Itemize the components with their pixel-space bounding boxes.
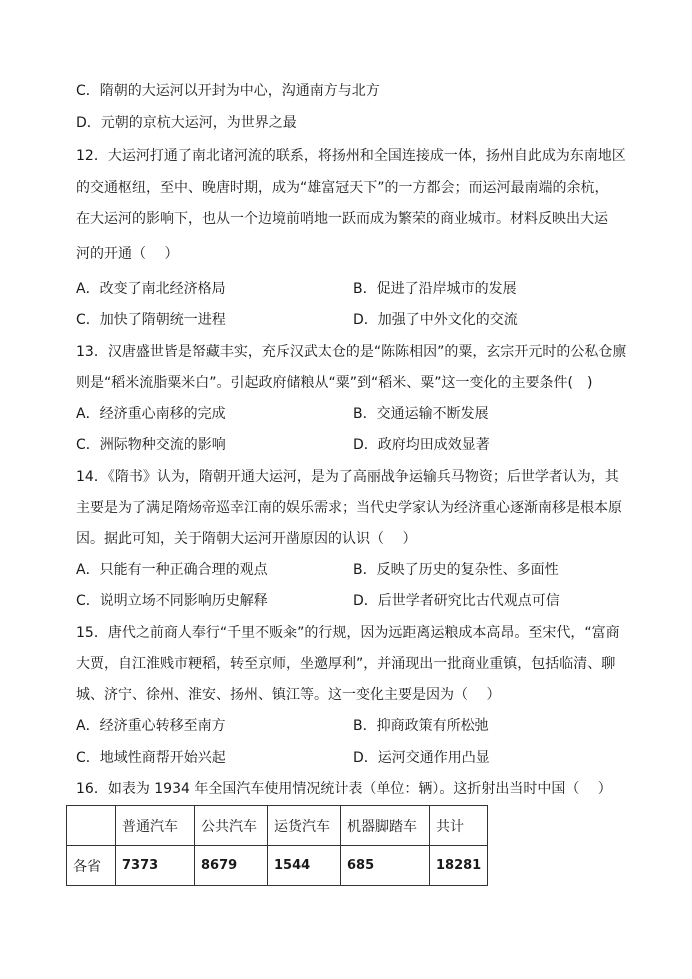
q15-option-a: A．经济重心转移至南方 [76,718,226,734]
q13-option-a: A．经济重心南移的完成 [76,406,226,422]
q12-option-a: A．改变了南北经济格局 [76,281,226,297]
q15-option-c: C．地域性商帮开始兴起 [76,750,226,766]
q11-option-d: D．元朝的京杭大运河，为世界之最 [76,115,297,131]
q12-stem-line-4: 河的开通（ ） [76,246,179,262]
q14-option-b: B．反映了历史的复杂性、多面性 [353,562,559,578]
q12-stem-line-2: 的交通枢纽，至中、晚唐时期，成为“雄富冠天下”的一方都会；而运河最南端的余杭， [76,180,609,196]
table-header-cell: 机器脚踏车 [341,806,430,846]
q14-stem-line-3: 因。据此可知，关于隋朝大运河开凿原因的认识（ ） [76,531,417,547]
table-header-cell: 普通汽车 [116,806,195,846]
table-row [67,846,488,886]
q13-option-b: B．交通运输不断发展 [353,406,489,422]
q15-stem-line-2: 大贾，自江淮贱市粳稻，转至京师，坐邀厚利”，并涌现出一批商业重镇，包括临清、聊 [76,656,616,672]
q12-option-d: D．加强了中外文化的交流 [353,312,518,328]
q13-stem-line-2: 则是“稻米流脂粟米白”。引起政府储粮从“粟”到“稻米、粟”这一变化的主要条件( ) [76,375,593,391]
q16-stats-table [66,805,488,886]
q13-stem-line-1: 13．汉唐盛世皆是帑藏丰实，充斥汉武太仓的是“陈陈相因”的粟，玄宗开元时的公私仓廪 [76,344,627,360]
q12-option-b: B．促进了沿岸城市的发展 [353,281,517,297]
table-header-cell [67,806,116,846]
q15-stem-line-3: 城、济宁、徐州、淮安、扬州、镇江等。这一变化主要是因为（ ） [76,687,501,703]
q15-stem-line-1: 15．唐代之前商人奉行“千里不贩籴”的行规，因为远距离运粮成本高昂。至宋代，“富商 [76,625,620,641]
q14-option-d: D．后世学者研究比古代观点可信 [353,593,560,609]
table-header-cell: 公共汽车 [195,806,268,846]
q14-stem-line-2: 主要是为了满足隋炀帝巡幸江南的娱乐需求；当代史学家认为经济重心逐渐南移是根本原 [76,500,622,516]
table-cell: 18281 [430,846,488,886]
table-header-cell: 共计 [430,806,488,846]
q15-option-b: B．抑商政策有所松弛 [353,718,489,734]
q16-stem: 16．如表为 1934 年全国汽车使用情况统计表（单位：辆）。这折射出当时中国（ ） [76,781,612,797]
q14-stem-line-1: 14．《隋书》认为，隋朝开通大运河，是为了高丽战争运输兵马物资；后世学者认为，其 [76,469,619,485]
q14-option-a: A．只能有一种正确合理的观点 [76,562,268,578]
q12-stem-line-3: 在大运河的影响下，也从一个边境前哨地一跃而成为繁荣的商业城市。材料反映出大运 [76,211,608,227]
q14-option-c: C．说明立场不同影响历史解释 [76,593,268,609]
table-cell: 8679 [195,846,268,886]
table-cell: 7373 [116,846,195,886]
table-header-cell: 运货汽车 [268,806,341,846]
table-header-row [67,806,488,846]
q12-stem-line-1: 12．大运河打通了南北诸河流的联系，将扬州和全国连接成一体，扬州自此成为东南地区 [76,148,626,164]
q13-option-c: C．洲际物种交流的影响 [76,437,226,453]
table-cell: 1544 [268,846,341,886]
table-cell: 685 [341,846,430,886]
q12-option-c: C．加快了隋朝统一进程 [76,312,226,328]
q11-option-c: C．隋朝的大运河以开封为中心，沟通南方与北方 [76,83,380,99]
q13-option-d: D．政府均田成效显著 [353,437,490,453]
q15-option-d: D．运河交通作用凸显 [353,750,490,766]
table-row-label: 各省 [67,846,116,886]
